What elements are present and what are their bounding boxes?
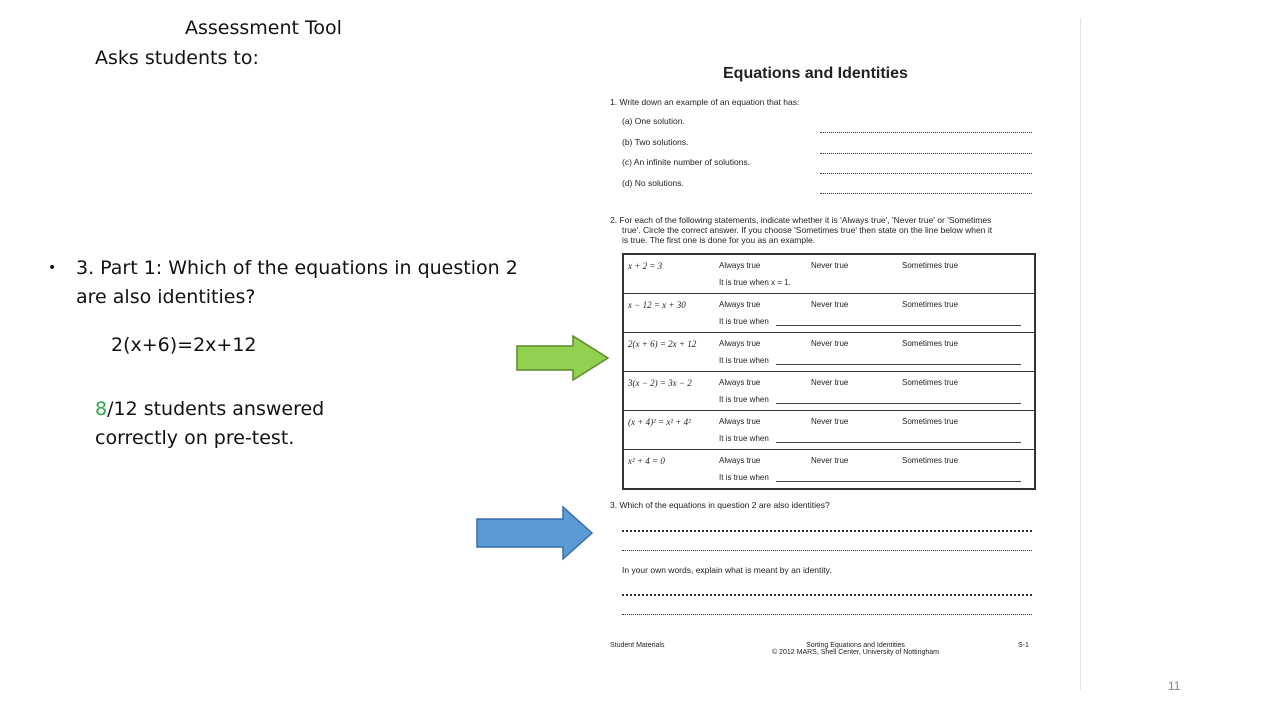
worksheet-q3: 3. Which of the equations in question 2 are also identities? [610, 500, 830, 510]
row-true-when: It is true when [719, 395, 769, 404]
table-row [624, 450, 1034, 488]
answer-line [776, 403, 1021, 404]
row-true-when: It is true when [719, 317, 769, 326]
worksheet-footer-left: Student Materials [610, 642, 665, 649]
row-equation: 3(x − 2) = 3x − 2 [628, 378, 692, 388]
bullet-dot-icon: • [48, 260, 57, 276]
table-row [624, 411, 1034, 450]
row-always: Always true [719, 378, 761, 387]
row-never: Never true [811, 417, 849, 426]
row-equation: (x + 4)² = x² + 4² [628, 417, 691, 427]
worksheet-table [622, 253, 1036, 490]
worksheet-q2-line2: true'. Circle the correct answer. If you choose 'Sometimes true' then state on the line below when it [622, 225, 993, 235]
row-true-when: It is true when [719, 473, 769, 482]
row-equation: x − 12 = x + 30 [628, 300, 686, 310]
row-always: Always true [719, 339, 761, 348]
row-never: Never true [811, 261, 849, 270]
row-sometimes: Sometimes true [902, 261, 959, 270]
worksheet-q1: 1. Write down an example of an equation that has: [610, 97, 800, 107]
table-row [624, 333, 1034, 372]
right-arrow-blue-icon [475, 505, 595, 561]
worksheet-q1d: (d) No solutions. [622, 178, 684, 188]
row-sometimes: Sometimes true [902, 378, 959, 387]
stat-text: /12 students answered correctly on pre-test. [95, 398, 325, 449]
worksheet-title: Equations and Identities [723, 65, 908, 82]
row-sometimes: Sometimes true [902, 300, 959, 309]
answer-line [622, 594, 1032, 596]
worksheet-q2-line1: 2. For each of the following statements, indicate whether it is 'Always true', 'Never true' or 'Sometimes [610, 215, 992, 225]
worksheet-q2-line3: is true. The first one is done for you as an example. [622, 235, 816, 245]
worksheet-q1c: (c) An infinite number of solutions. [622, 157, 751, 167]
row-equation: 2(x + 6) = 2x + 12 [628, 339, 697, 349]
row-never: Never true [811, 378, 849, 387]
worksheet-footer-center [772, 642, 939, 656]
slide-divider [1080, 18, 1081, 690]
answer-line [776, 325, 1021, 326]
pretest-stat [95, 395, 355, 453]
answer-line [622, 614, 1032, 615]
slide-subtitle: Asks students to: [95, 47, 259, 69]
row-equation: x² + 4 = 0 [628, 456, 665, 466]
row-always: Always true [719, 300, 761, 309]
footer-center-line1: Sorting Equations and Identities [806, 642, 905, 649]
row-never: Never true [811, 456, 849, 465]
worksheet-footer-right: S-1 [1018, 642, 1029, 649]
row-never: Never true [811, 339, 849, 348]
right-arrow-green-icon [515, 334, 610, 382]
answer-line [622, 550, 1032, 551]
answer-line [776, 481, 1021, 482]
footer-center-line2: © 2012 MARS, Shell Center, University of Nottingham [772, 649, 940, 656]
row-never: Never true [811, 300, 849, 309]
table-row [624, 372, 1034, 411]
slide-title: Assessment Tool [185, 17, 342, 39]
answer-line [776, 364, 1021, 365]
row-always: Always true [719, 417, 761, 426]
table-row [624, 294, 1034, 333]
worksheet-q1a: (a) One solution. [622, 116, 685, 126]
stat-number: 8 [95, 398, 108, 420]
answer-line [820, 153, 1032, 154]
answer-line [820, 193, 1032, 194]
answer-line [820, 173, 1032, 174]
row-true-when: It is true when [719, 434, 769, 443]
row-always: Always true [719, 456, 761, 465]
worksheet-q3b: In your own words, explain what is meant by an identity. [622, 565, 832, 575]
identity-equation: 2(x+6)=2x+12 [111, 334, 257, 356]
answer-line [776, 442, 1021, 443]
row-sometimes: Sometimes true [902, 339, 959, 348]
page-number: 11 [1168, 679, 1181, 693]
table-row [624, 255, 1034, 294]
answer-line [820, 132, 1032, 133]
row-always: Always true [719, 261, 761, 270]
worksheet-image [600, 60, 1050, 670]
answer-line [622, 530, 1032, 532]
worksheet-q1b: (b) Two solutions. [622, 137, 689, 147]
row-sometimes: Sometimes true [902, 417, 959, 426]
row-equation: x + 2 = 3 [628, 261, 663, 271]
bullet-text: 3. Part 1: Which of the equations in question 2 are also identities? [76, 257, 518, 308]
row-true-when: It is true when x = 1. [719, 278, 791, 287]
row-true-when: It is true when [719, 356, 769, 365]
row-sometimes: Sometimes true [902, 456, 959, 465]
